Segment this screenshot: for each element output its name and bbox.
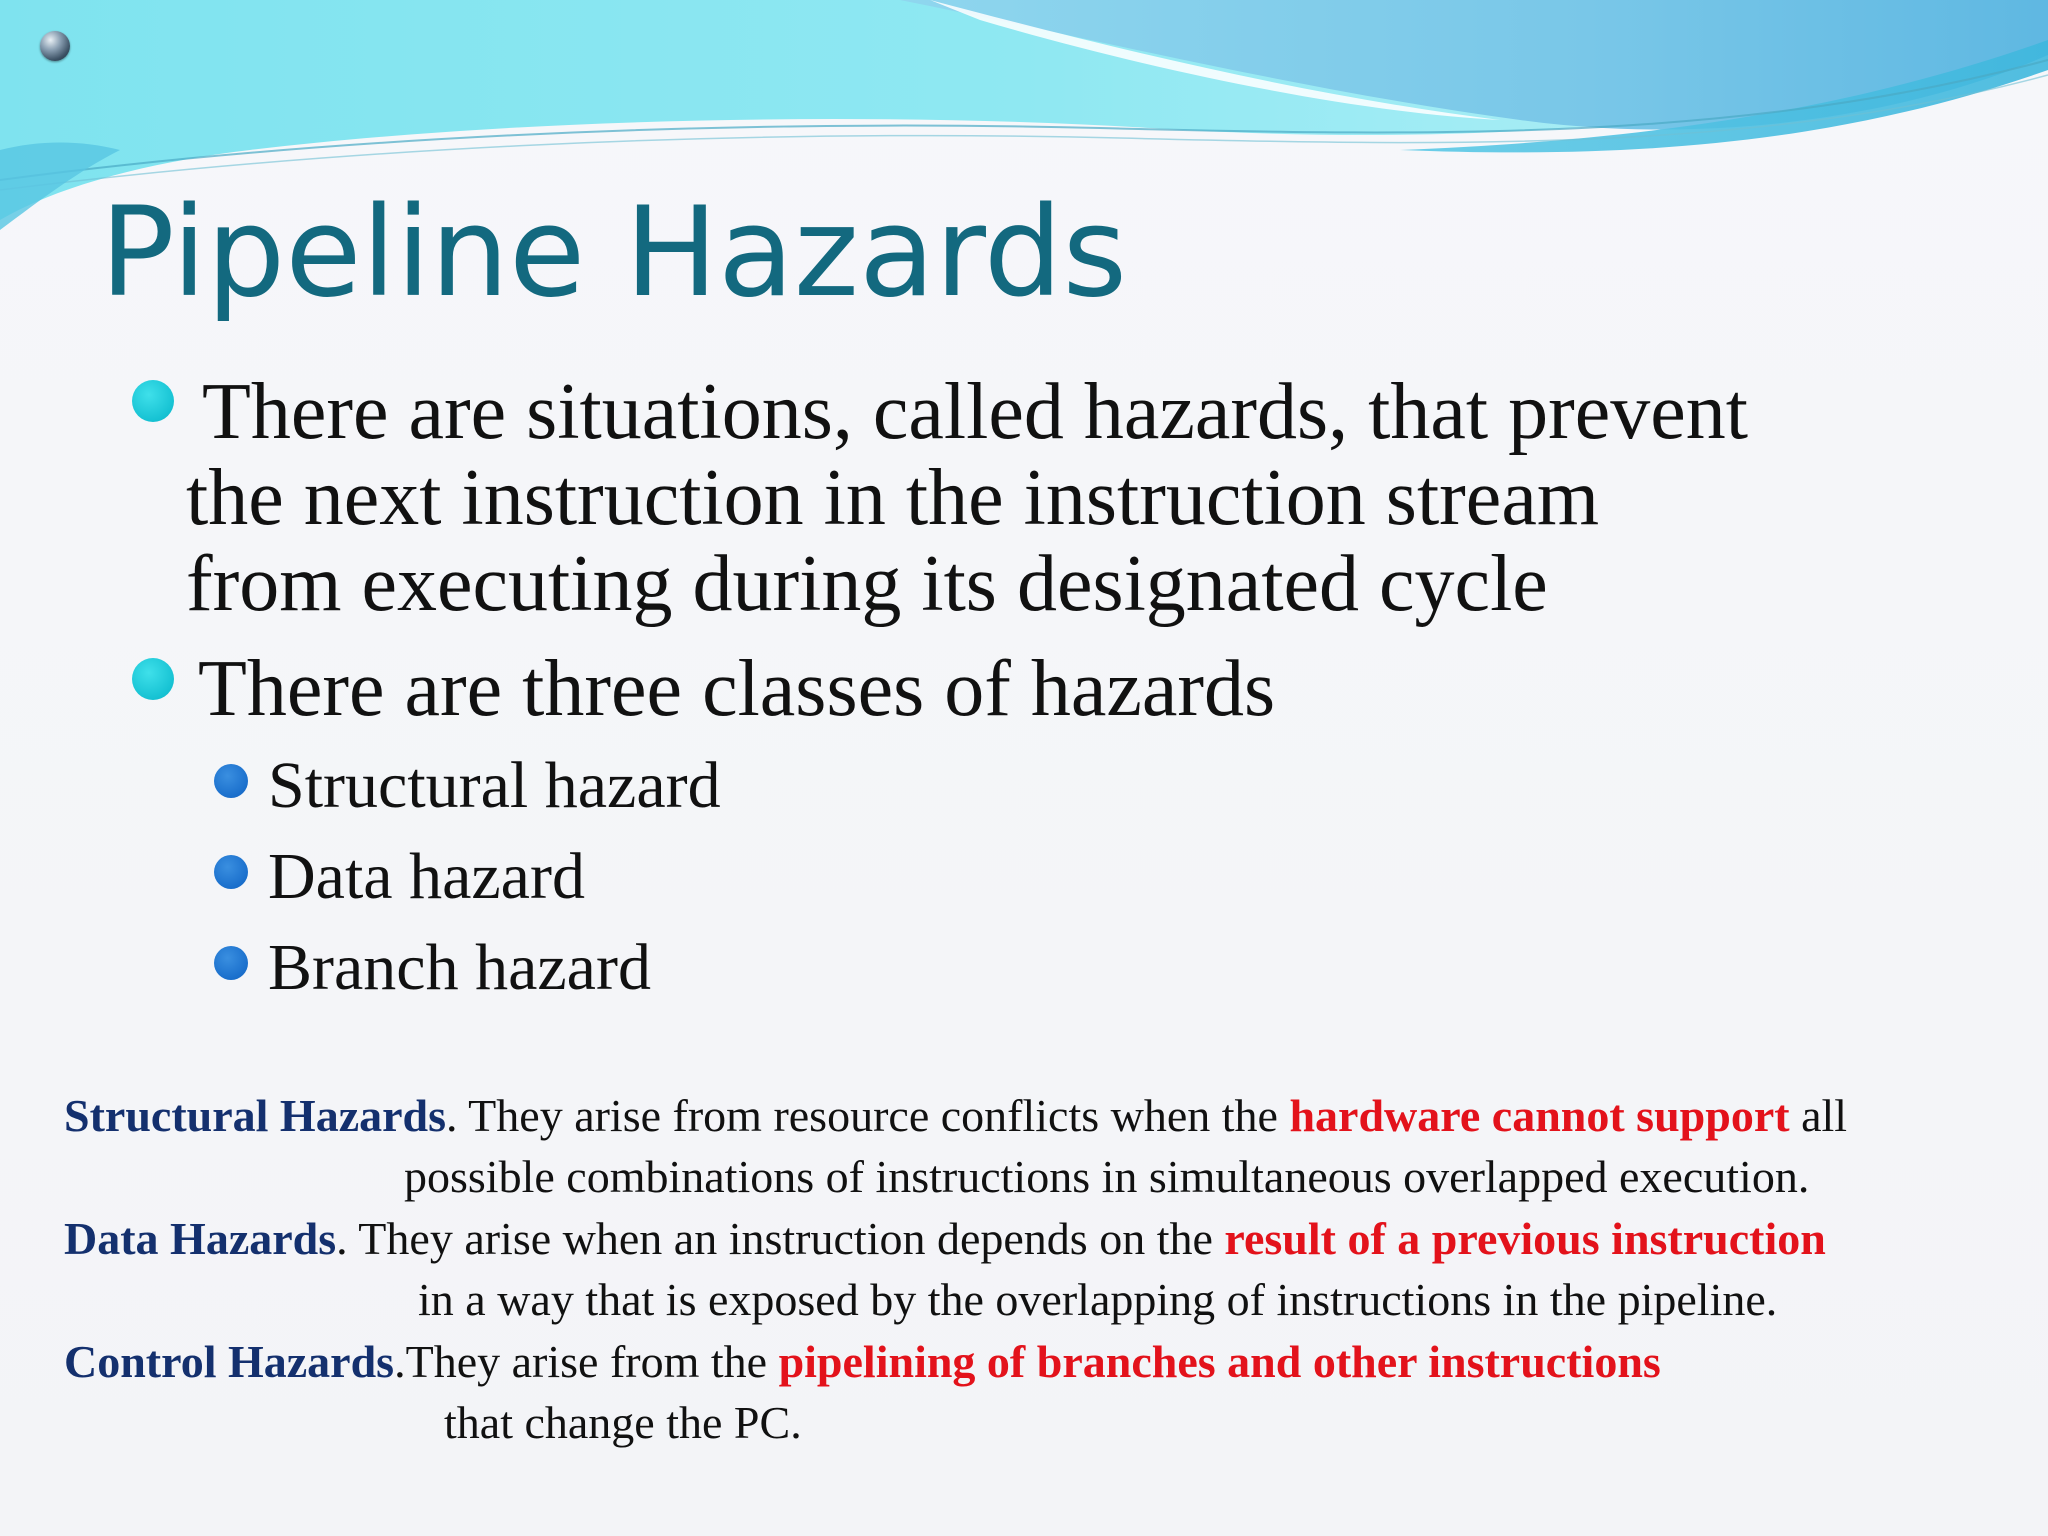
sub-item-data-hazard: Data hazard <box>268 840 585 913</box>
highlight-text: result of a previous instruction <box>1224 1213 1826 1264</box>
term-label: Control Hazards <box>64 1336 395 1387</box>
term-label: Data Hazards <box>64 1213 337 1264</box>
circle-bullet-icon <box>132 380 174 422</box>
term-label: Structural Hazards <box>64 1090 447 1141</box>
circle-bullet-icon <box>214 764 248 798</box>
circle-bullet-icon <box>214 855 248 889</box>
definition-text: . They arise from resource conflicts when the <box>446 1090 1290 1141</box>
definition-control <box>64 1334 1661 1390</box>
definition-continuation: in a way that is exposed by the overlapping of instructions in the pipeline. <box>418 1274 1778 1325</box>
slide-title: Pipeline Hazards <box>100 181 1128 325</box>
sub-item-structural-hazard: Structural hazard <box>268 749 721 822</box>
highlight-text: hardware cannot support <box>1289 1090 1790 1141</box>
circle-bullet-icon <box>214 946 248 980</box>
definition-data <box>64 1211 1826 1267</box>
sphere-icon <box>40 31 70 61</box>
definition-text: .They arise from the <box>394 1336 779 1387</box>
definition-continuation: possible combinations of instructions in simultaneous overlapped execution. <box>404 1151 1810 1202</box>
bullet-line: the next instruction in the instruction stream <box>186 454 1600 542</box>
highlight-text: pipelining of branches and other instructions <box>778 1336 1661 1387</box>
circle-bullet-icon <box>132 658 174 700</box>
bullet-line: There are situations, called hazards, that prevent <box>202 368 1748 456</box>
bullet-line: from executing during its designated cycle <box>186 540 1548 628</box>
bullet-three-classes: There are three classes of hazards <box>198 645 1276 733</box>
definition-structural <box>64 1088 1847 1144</box>
definition-continuation: that change the PC. <box>444 1397 802 1448</box>
bullet-situations <box>186 369 1946 627</box>
definition-text: all <box>1789 1090 1848 1141</box>
definition-text: . They arise when an instruction depends on the <box>336 1213 1225 1264</box>
sub-item-branch-hazard: Branch hazard <box>268 931 651 1004</box>
